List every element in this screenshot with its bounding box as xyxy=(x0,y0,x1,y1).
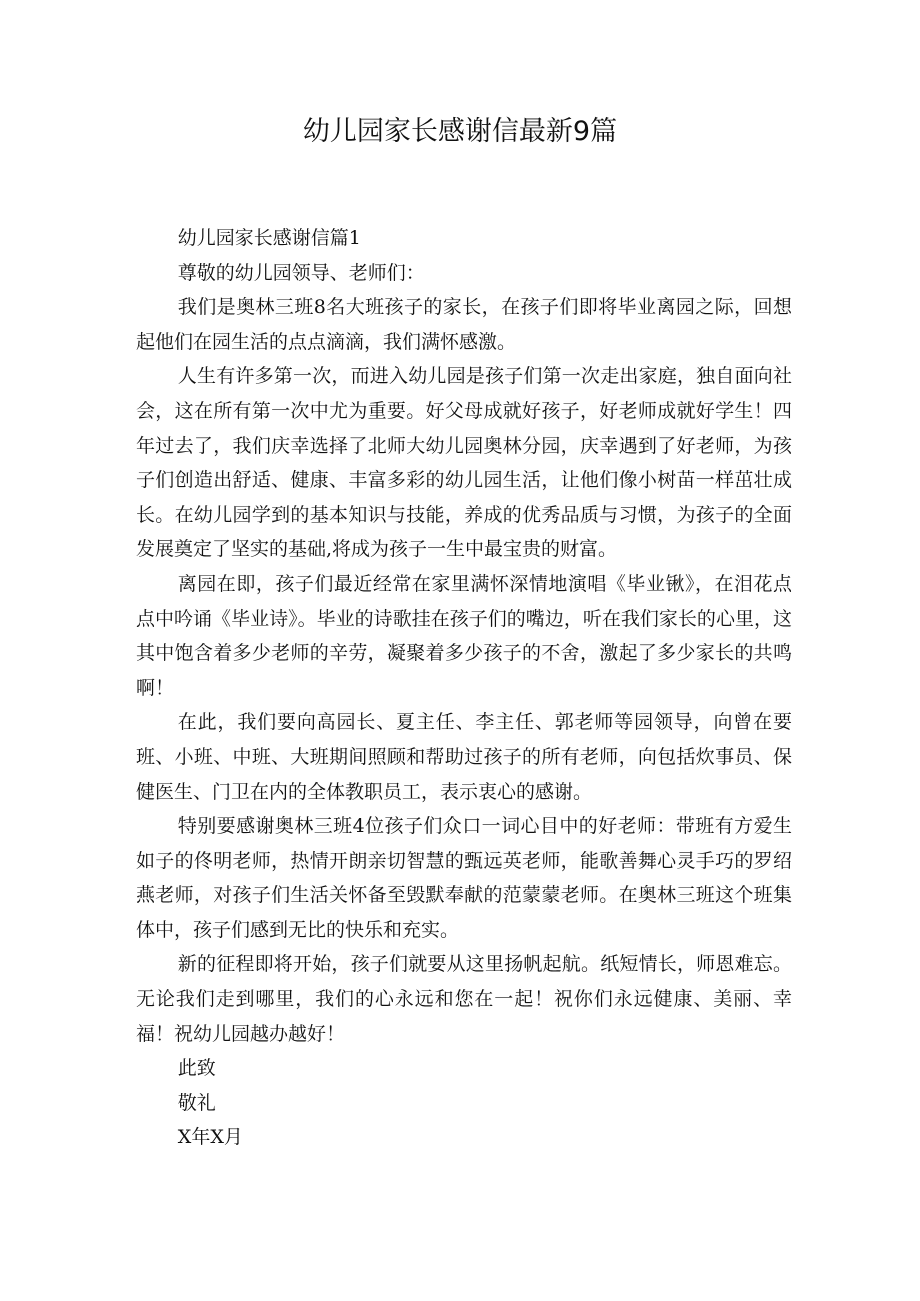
document-body xyxy=(136,221,792,1155)
paragraph: 特别要感谢奥林三班4位孩子们众口一词心目中的好老师：带班有方爱生如子的佟明老师，热情开朗亲切智慧的甄远英老师，能歌善舞心灵手巧的罗绍燕老师，对孩子们生活关怀备至毁默奉献的范蒙蒙老师。在奥林三班这个班集体中，孩子们感到无比的快乐和充实。 xyxy=(136,815,792,941)
date-line: X年X月 xyxy=(177,1126,243,1149)
section-heading: 幼儿园家长感谢信篇1 xyxy=(177,227,361,249)
closing-line: 敬礼 xyxy=(177,1091,216,1114)
paragraph: 新的征程即将开始，孩子们就要从这里扬帆起航。纸短情长，师恩难忘。无论我们走到哪里，我们的心永远和您在一起！祝你们永远健康、美丽、幸福！祝幼儿园越办越好！ xyxy=(136,953,792,1045)
document-title: 幼儿园家长感谢信最新9篇 xyxy=(302,116,618,147)
paragraph: 我们是奥林三班8名大班孩子的家长，在孩子们即将毕业离园之际，回想起他们在园生活的点点滴滴，我们满怀感激。 xyxy=(136,296,792,353)
paragraph: 离园在即，孩子们最近经常在家里满怀深情地演唱《毕业锹》，在泪花点点中吟诵《毕业诗》。毕业的诗歌挂在孩子们的嘴边，听在我们家长的心里，这其中饱含着多少老师的辛劳，凝聚着多少孩子的不舍，激起了多少家长的共鸣啊！ xyxy=(136,572,792,699)
closing-line: 此致 xyxy=(177,1057,216,1080)
salutation: 尊敬的幼儿园领导、老师们： xyxy=(177,261,425,284)
paragraph: 在此，我们要向高园长、夏主任、李主任、郭老师等园领导，向曾在要班、小班、中班、大班期间照顾和帮助过孩子的所有老师，向包括炊事员、保健医生、门卫在内的全体教职员工，表示衷心的感谢。 xyxy=(136,711,792,803)
paragraph: 人生有许多第一次，而进入幼儿园是孩子们第一次走出家庭，独自面向社会，这在所有第一次中尤为重要。好父母成就好孩子，好老师成就好学生！四年过去了，我们庆幸选择了北师大幼儿园奥林分园，庆幸遇到了好老师，为孩子们创造出舒适、健康、丰富多彩的幼儿园生活，让他们像小树苗一样茁壮成长。在幼儿园学到的基本知识与技能，养成的优秀品质与习惯，为孩子的全面发展奠定了坚实的基础,将成为孩子一生中最宝贵的财富。 xyxy=(136,365,792,561)
